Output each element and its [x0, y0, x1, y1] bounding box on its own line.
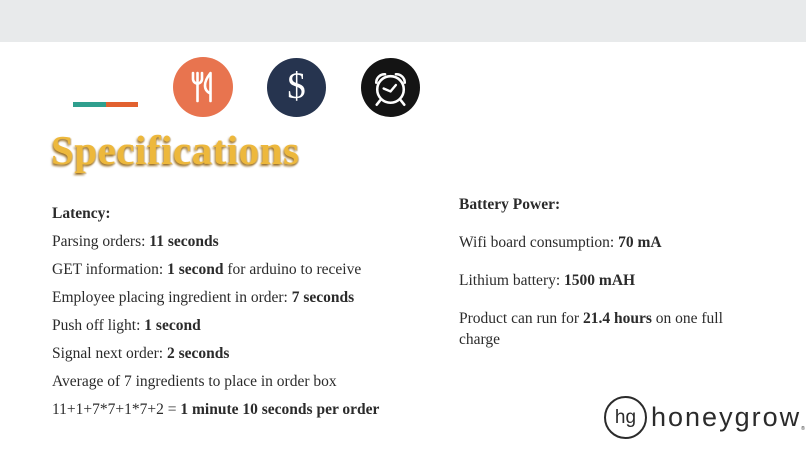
text-line: Signal next order: 2 seconds: [52, 345, 230, 362]
alarm-clock-glyph: [361, 58, 420, 118]
logo-monogram: hg: [614, 406, 637, 428]
text-line: Average of 7 ingredients to place in order box: [52, 373, 337, 390]
text-line: GET information: 1 second for arduino to receive: [52, 261, 362, 278]
logo-monogram-circle: [604, 396, 647, 439]
text-line: Push off light: 1 second: [52, 317, 201, 334]
accent-divider-orange: [106, 102, 139, 107]
top-bar: [0, 0, 806, 42]
battery-section: [459, 194, 759, 350]
fork-knife-glyph: [173, 57, 233, 117]
accent-divider: [73, 102, 138, 107]
text-line: Lithium battery: 1500 mAH: [459, 272, 636, 289]
logo-wordmark: honeygrow: [651, 402, 802, 432]
text-line: Wifi board consumption: 70 mA: [459, 234, 662, 251]
text-line: Product can run for 21.4 hours on one full charge: [459, 310, 723, 348]
page-title: Specifications: [51, 127, 300, 173]
latency-section: [52, 200, 452, 424]
honeygrow-logo: [604, 396, 805, 439]
battery-heading: Battery Power:: [459, 196, 561, 213]
dollar-icon: [267, 58, 326, 117]
text-line: Employee placing ingredient in order: 7 seconds: [52, 289, 355, 306]
utensils-icon: [173, 57, 233, 117]
battery-lines: [459, 232, 759, 350]
accent-divider-teal: [73, 102, 106, 107]
alarm-clock-icon: [361, 58, 420, 117]
text-line: 11+1+7*7+1*7+2 = 1 minute 10 seconds per order: [52, 401, 380, 418]
registered-trademark-icon: ®: [801, 426, 805, 432]
latency-lines: [52, 228, 452, 424]
dollar-glyph: $: [287, 65, 306, 107]
latency-heading: Latency:: [52, 205, 111, 222]
text-line: Parsing orders: 11 seconds: [52, 233, 219, 250]
